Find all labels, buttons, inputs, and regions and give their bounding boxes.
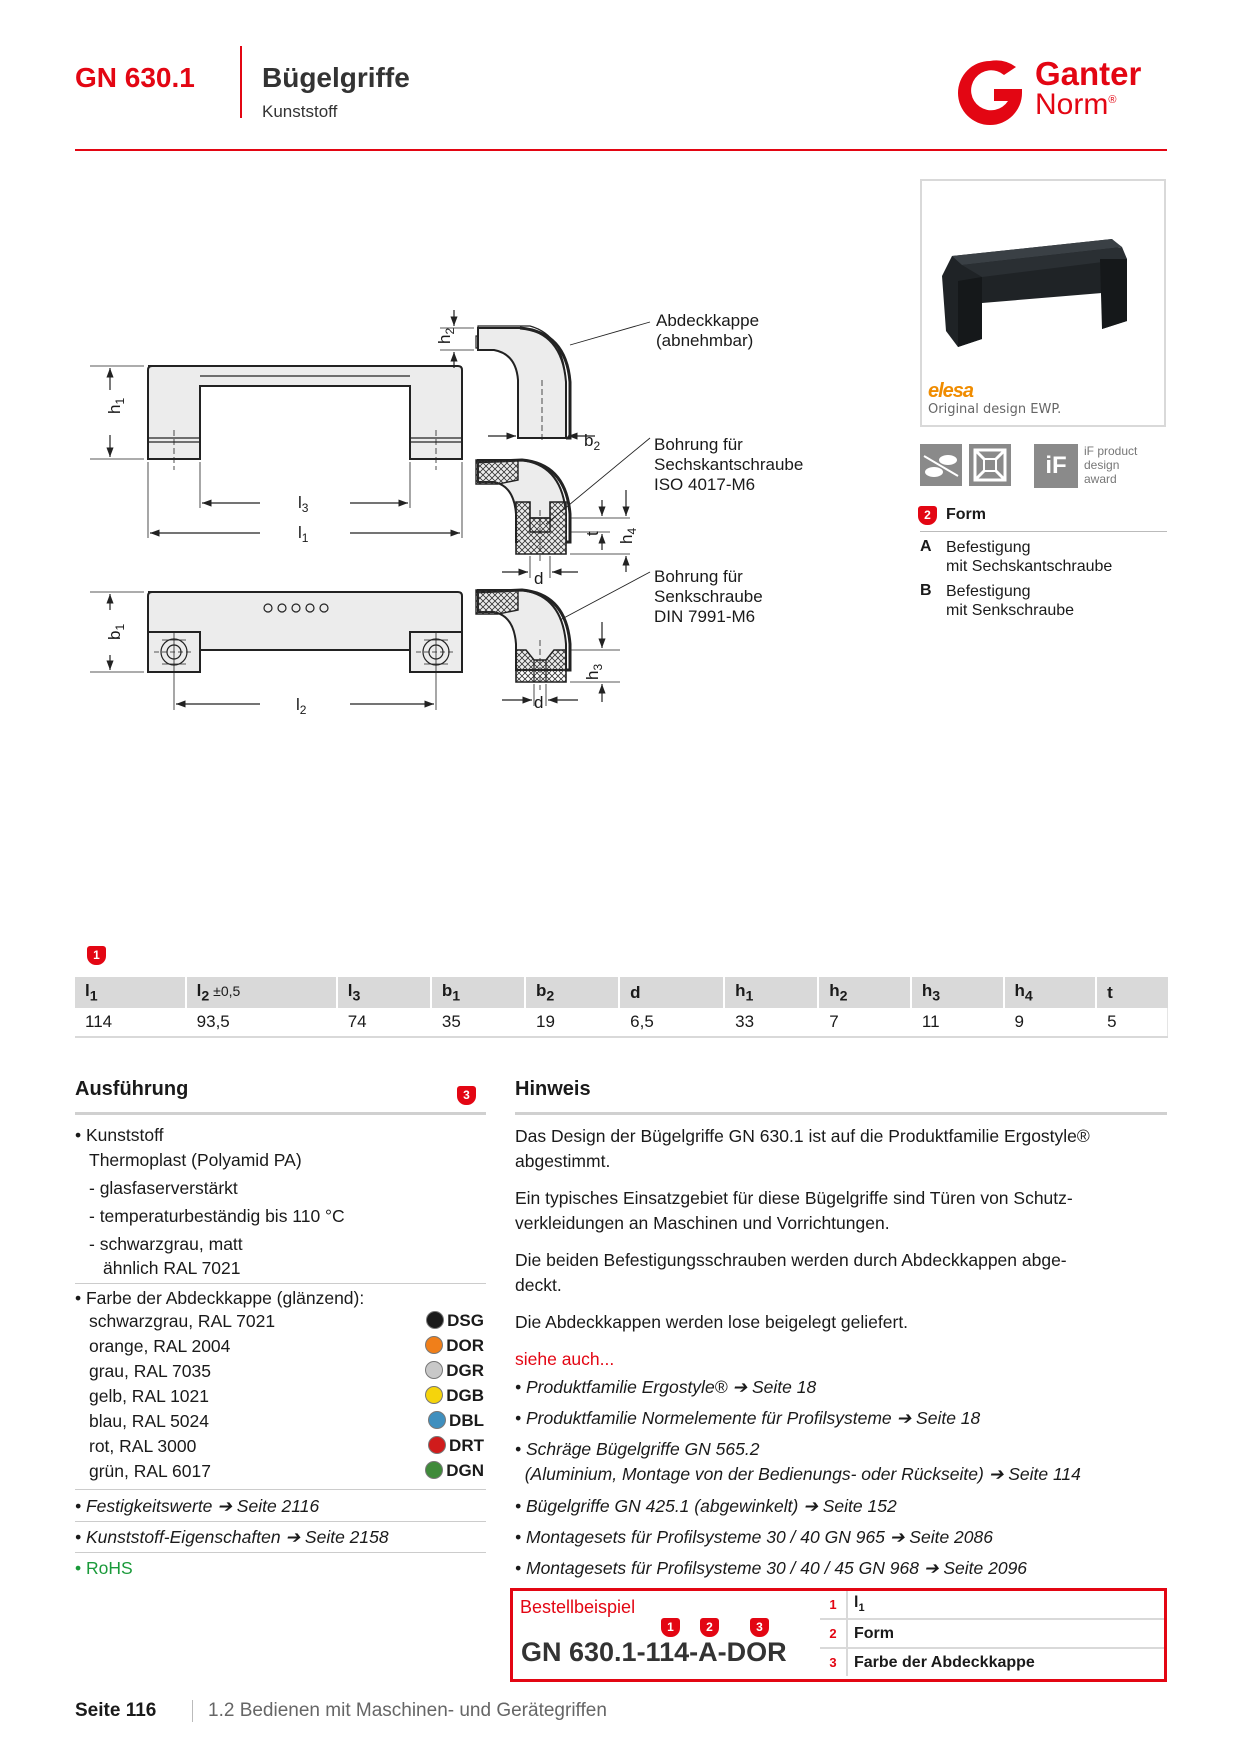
callout-csk-2: Senkschraube [654, 587, 763, 606]
cell: 11 [911, 1008, 1004, 1037]
dim-label-d-hex: d [534, 569, 544, 588]
hinweis-p3-l2: deckt. [515, 1275, 562, 1295]
col-h4: $h_4$ [1004, 977, 1097, 1008]
hinweis-rule [515, 1112, 1167, 1115]
ausfuehrung-badge: 3 [457, 1086, 476, 1105]
side-view-cap [440, 310, 650, 440]
cell: 35 [431, 1008, 525, 1037]
callout-cap-2: (abnehmbar) [656, 331, 754, 350]
color-dot-icon [425, 1461, 443, 1479]
hinweis-p1-l2: abgestimmt. [515, 1151, 611, 1171]
order-code: GN 630.1-114-A-DOR [521, 1637, 787, 1667]
prop-3-cont: ähnlich RAL 7021 [103, 1258, 241, 1278]
dim-label-t: t [583, 531, 602, 536]
link-kunststoff-eigenschaften[interactable]: • Kunststoff-Eigenschaften ➔ Seite 2158 [75, 1527, 389, 1547]
form-value-b: Befestigung mit Senkschraube [946, 583, 1075, 619]
form-key-a: A [920, 538, 932, 555]
prop-1: - glasfaserverstärkt [89, 1178, 238, 1198]
callout-csk-1: Bohrung für [654, 567, 743, 586]
if-award-icon: iF [1034, 444, 1078, 488]
color-row-dgn: grün, RAL 6017 DGN [89, 1461, 484, 1481]
hinweis-p4: Die Abdeckkappen werden lose beigelegt geliefert. [515, 1312, 909, 1332]
form-badge: 2 [918, 506, 937, 525]
callout-csk-3: DIN 7991-M6 [654, 607, 756, 626]
color-dot-icon [425, 1361, 443, 1379]
header-rule [75, 149, 1167, 151]
see-also-link[interactable]: • Montagesets für Profilsysteme 30 / 40 / 45 GN 968 ➔ Seite 2096 [515, 1558, 1028, 1578]
dim-label-h1: $h_1$ [105, 397, 127, 414]
dim-label-h4: $h_4$ [617, 527, 639, 544]
see-also-link[interactable]: • Montagesets für Profilsysteme 30 / 40 GN 965 ➔ Seite 2086 [515, 1527, 993, 1547]
callout-hex-3: ISO 4017-M6 [654, 475, 756, 494]
col-l3: $l_3$ [337, 977, 431, 1008]
header-separator [240, 46, 242, 118]
table-badge: 1 [87, 946, 106, 965]
hinweis-p3-l1: Die beiden Befestigungsschrauben werden durch Abdeckkappen abge- [515, 1250, 1067, 1270]
original-design-caption: Original design EWP. [928, 402, 1062, 417]
form-key-b: B [920, 582, 932, 599]
logo-text-top: Ganter [1035, 55, 1142, 92]
ausfuehrung-rule [75, 1112, 486, 1115]
cell: 74 [337, 1008, 431, 1037]
col-b1: $b_1$ [431, 977, 525, 1008]
cell: 93,5 [186, 1008, 337, 1037]
see-also-link[interactable]: • Schräge Bügelgriffe GN 565.2 [515, 1439, 760, 1459]
callout-hex-2: Sechskantschraube [654, 455, 804, 474]
col-t: t [1096, 977, 1167, 1008]
dim-label-h3: $h_3$ [583, 663, 605, 680]
table-header-row [75, 977, 1168, 1008]
cell: 9 [1004, 1008, 1097, 1037]
hinweis-title: Hinweis [515, 1078, 591, 1100]
dimension-table [75, 977, 1168, 1038]
cell: 114 [75, 1008, 186, 1037]
section-hex [476, 438, 650, 578]
callout-cap-1: Abdeckkappe [656, 311, 760, 330]
material-type: Thermoplast (Polyamid PA) [89, 1150, 302, 1170]
col-h3: $h_3$ [911, 977, 1004, 1008]
cell: 33 [724, 1008, 818, 1037]
dim-label-d-csk: d [534, 693, 544, 712]
prop-3: - schwarzgrau, matt [89, 1234, 243, 1254]
dim-label-l1: $l_1$ [298, 523, 309, 545]
table-row [75, 1008, 1168, 1037]
dim-label-l3: $l_3$ [298, 493, 309, 515]
hinweis-p2-l1: Ein typisches Einsatzgebiet für diese Bügelgriffe sind Türen von Schutz- [515, 1188, 1073, 1208]
product-code: GN 630.1 [75, 62, 195, 93]
technical-drawing [90, 310, 910, 810]
footer-section: 1.2 Bedienen mit Maschinen- und Gerätegriffen [208, 1700, 607, 1721]
prop-2: - temperaturbeständig bis 110 °C [89, 1206, 345, 1226]
color-row-dgb: gelb, RAL 1021 DGB [89, 1386, 484, 1406]
cell: 7 [818, 1008, 911, 1037]
ausfuehrung-title: Ausführung [75, 1078, 189, 1100]
ergonomics-icon [920, 444, 962, 486]
order-badge-1: 1 [661, 1618, 680, 1637]
form-rule [920, 531, 1167, 532]
hinweis-p1-l1: Das Design der Bügelgriffe GN 630.1 ist auf die Produktfamilie Ergostyle® [515, 1126, 1090, 1146]
col-h1: $h_1$ [724, 977, 818, 1008]
front-view [90, 366, 462, 538]
elesa-logo: elesa [928, 380, 974, 402]
divider [75, 1552, 486, 1553]
divider [75, 1283, 486, 1284]
hinweis-p2-l2: verkleidungen an Maschinen und Vorrichtungen. [515, 1213, 890, 1233]
dim-label-l2: $l_2$ [296, 695, 307, 717]
color-row-dgr: grau, RAL 7035 DGR [89, 1361, 484, 1381]
table-row: 3 Farbe der Abdeckkappe [820, 1648, 1164, 1676]
divider [75, 1489, 486, 1490]
col-h2: $h_2$ [818, 977, 911, 1008]
color-row-dbl: blau, RAL 5024 DBL [89, 1411, 484, 1431]
footer-separator [192, 1700, 193, 1722]
color-dot-icon [426, 1311, 444, 1329]
cell: 6,5 [619, 1008, 724, 1037]
col-b2: $b_2$ [525, 977, 619, 1008]
dim-label-b1: $b_1$ [105, 623, 127, 640]
table-row: 2 Form [820, 1619, 1164, 1648]
see-also-link[interactable]: • Produktfamilie Normelemente für Profilsysteme ➔ Seite 18 [515, 1408, 981, 1428]
cell: 5 [1096, 1008, 1167, 1037]
bottom-view [90, 592, 462, 710]
see-also-link[interactable]: (Aluminium, Montage von der Bedienungs- oder Rückseite) ➔ Seite 114 [515, 1464, 1081, 1484]
order-example-label: Bestellbeispiel [520, 1597, 636, 1617]
color-row-dor: orange, RAL 2004 DOR [89, 1336, 484, 1356]
color-dot-icon [425, 1386, 443, 1404]
cell: 19 [525, 1008, 619, 1037]
form-title: Form [946, 506, 986, 523]
material-line: • Kunststoff [75, 1125, 164, 1145]
order-legend-table [820, 1591, 1164, 1676]
ganter-logo-icon [950, 55, 1030, 130]
color-row-dsg: schwarzgrau, RAL 7021 DSG [89, 1311, 484, 1331]
color-dot-icon [425, 1336, 443, 1354]
ganter-norm-logo [950, 55, 1170, 130]
order-badge-2: 2 [700, 1618, 719, 1637]
color-dot-icon [428, 1436, 446, 1454]
col-l1: $l_1$ [75, 977, 186, 1008]
callout-hex-1: Bohrung für [654, 435, 743, 454]
see-also-label: siehe auch... [515, 1349, 615, 1369]
table-row: 1 $l_1$ [820, 1591, 1164, 1619]
profile-system-icon [969, 444, 1011, 486]
page-number: Seite 116 [75, 1700, 157, 1721]
color-row-drt: rot, RAL 3000 DRT [89, 1436, 484, 1456]
section-countersunk [476, 572, 650, 706]
page-subtitle: Kunststoff [262, 102, 338, 121]
cap-color-title: • Farbe der Abdeckkappe (glänzend): [75, 1288, 365, 1308]
dim-label-b2: $b_2$ [584, 431, 601, 453]
page-title: Bügelgriffe [262, 62, 410, 93]
handle-photo [922, 181, 1164, 381]
link-festigkeitswerte[interactable]: • Festigkeitswerte ➔ Seite 2116 [75, 1496, 320, 1516]
divider [75, 1521, 486, 1522]
form-value-a: Befestigung mit Sechskantschraube [946, 539, 1113, 575]
order-badge-3: 3 [750, 1618, 769, 1637]
if-award-text: iF product design award [1084, 444, 1138, 486]
logo-text-bottom: Norm® [1035, 88, 1117, 121]
col-l2: $l_2 \pm 0,5$ [186, 977, 337, 1008]
rohs-label: • RoHS [75, 1558, 133, 1578]
color-dot-icon [428, 1411, 446, 1429]
dim-label-h2: $h_2$ [435, 327, 457, 344]
see-also-link[interactable]: • Produktfamilie Ergostyle® ➔ Seite 18 [515, 1377, 817, 1397]
see-also-link[interactable]: • Bügelgriffe GN 425.1 (abgewinkelt) ➔ Seite 152 [515, 1496, 897, 1516]
col-d: d [619, 977, 724, 1008]
